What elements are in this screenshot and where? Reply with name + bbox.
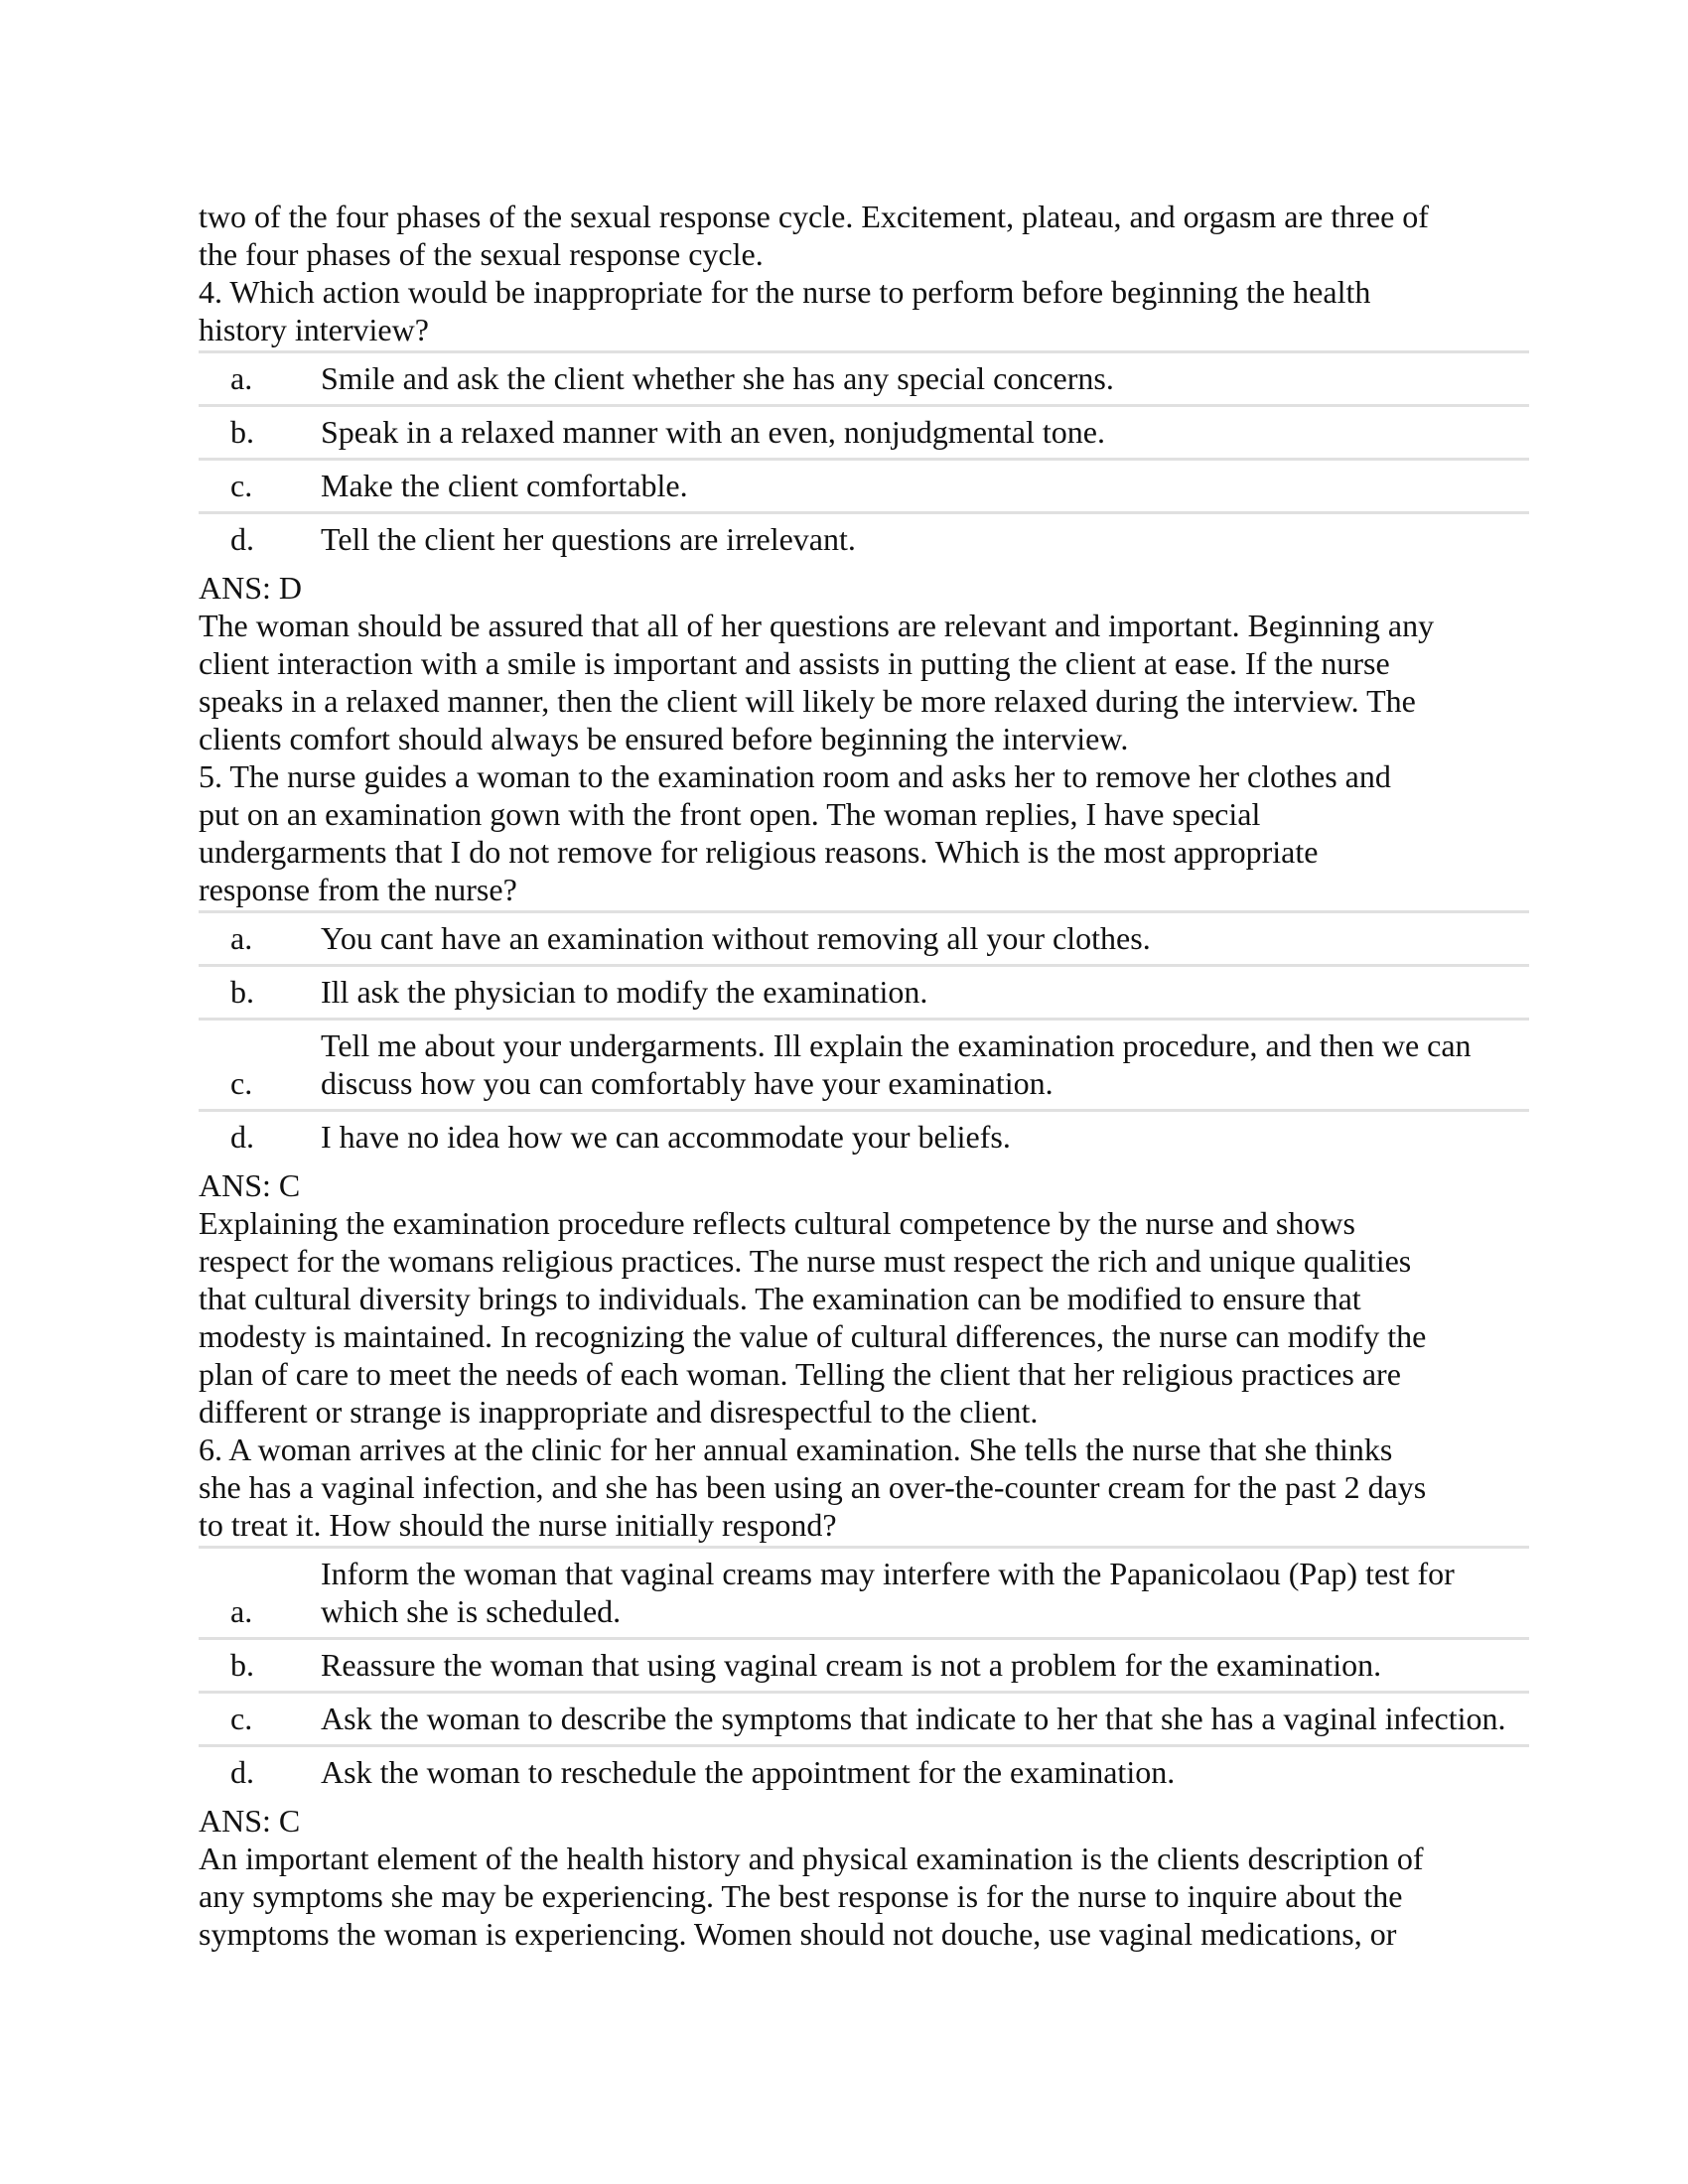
rationale-line: symptoms the woman is experiencing. Women should not douche, use vaginal medications, or: [199, 1916, 1397, 1952]
rationale-line: plan of care to meet the needs of each woman. Telling the client that her religious practices are: [199, 1356, 1401, 1392]
rationale-line: An important element of the health history and physical examination is the clients description of: [199, 1841, 1424, 1876]
document-page: [199, 198, 1529, 1953]
option-row: [199, 1020, 1529, 1111]
options-table: [199, 910, 1529, 1162]
rationale-line: different or strange is inappropriate and disrespectful to the client.: [199, 1394, 1039, 1430]
option-text: Ill ask the physician to modify the examination.: [321, 966, 1529, 1020]
question-stem-line: put on an examination gown with the front open. The woman replies, I have special: [199, 796, 1261, 832]
text-line: the four phases of the sexual response cycle.: [199, 236, 764, 272]
rationale-line: Explaining the examination procedure reflects cultural competence by the nurse and shows: [199, 1205, 1355, 1241]
options-table: [199, 350, 1529, 565]
option-text: Tell the client her questions are irrelevant.: [321, 513, 1529, 566]
option-letter: b.: [199, 1639, 321, 1693]
question-stem-line: history interview?: [199, 312, 429, 347]
option-letter: b.: [199, 406, 321, 460]
option-letter: a.: [199, 1548, 321, 1639]
answer-key: ANS: C: [199, 1167, 301, 1203]
rationale-line: respect for the womans religious practices. The nurse must respect the rich and unique qualities: [199, 1243, 1412, 1279]
option-text: Smile and ask the client whether she has any special concerns.: [321, 352, 1529, 406]
rationale-line: any symptoms she may be experiencing. The best response is for the nurse to inquire about the: [199, 1878, 1403, 1914]
question-stem-line: undergarments that I do not remove for religious reasons. Which is the most appropriate: [199, 834, 1319, 870]
option-text: Tell me about your undergarments. Ill explain the examination procedure, and then we can discuss how you can comfortably have your examination.: [321, 1020, 1529, 1111]
option-row: [199, 1639, 1529, 1693]
question-5: [199, 757, 1529, 1431]
rationale-line: client interaction with a smile is important and assists in putting the client at ease. If the nurse: [199, 645, 1390, 681]
option-row: [199, 1111, 1529, 1163]
rationale-line: The woman should be assured that all of her questions are relevant and important. Beginning any: [199, 608, 1435, 643]
option-letter: c.: [199, 1020, 321, 1111]
question-stem-line: to treat it. How should the nurse initially respond?: [199, 1507, 837, 1543]
question-stem-line: 6. A woman arrives at the clinic for her annual examination. She tells the nurse that she thinks: [199, 1432, 1393, 1467]
option-row: [199, 513, 1529, 566]
rationale-line: clients comfort should always be ensured before beginning the interview.: [199, 721, 1129, 756]
question-4: [199, 273, 1529, 757]
option-text: Inform the woman that vaginal creams may interfere with the Papanicolaou (Pap) test for which she is scheduled.: [321, 1548, 1529, 1639]
option-row: [199, 912, 1529, 966]
rationale-line: modesty is maintained. In recognizing the value of cultural differences, the nurse can modify the: [199, 1318, 1427, 1354]
text-line: two of the four phases of the sexual response cycle. Excitement, plateau, and orgasm are three of: [199, 199, 1429, 234]
option-letter: b.: [199, 966, 321, 1020]
answer-key: ANS: C: [199, 1803, 301, 1839]
option-text: You cant have an examination without removing all your clothes.: [321, 912, 1529, 966]
question-stem-line: she has a vaginal infection, and she has been using an over-the-counter cream for the past 2 days: [199, 1469, 1427, 1505]
answer-key: ANS: D: [199, 570, 303, 606]
option-letter: a.: [199, 352, 321, 406]
option-letter: d.: [199, 513, 321, 566]
question-6: [199, 1431, 1529, 1953]
rationale-line: that cultural diversity brings to individuals. The examination can be modified to ensure that: [199, 1281, 1361, 1316]
question-stem-line: 5. The nurse guides a woman to the examination room and asks her to remove her clothes and: [199, 758, 1391, 794]
option-text: Ask the woman to describe the symptoms that indicate to her that she has a vaginal infection.: [321, 1693, 1529, 1746]
intro-paragraph: [199, 198, 1529, 273]
option-row: [199, 1693, 1529, 1746]
option-letter: c.: [199, 460, 321, 513]
question-stem-line: 4. Which action would be inappropriate for the nurse to perform before beginning the health: [199, 274, 1371, 310]
option-row: [199, 460, 1529, 513]
options-table: [199, 1546, 1529, 1798]
option-row: [199, 966, 1529, 1020]
option-letter: c.: [199, 1693, 321, 1746]
option-letter: a.: [199, 912, 321, 966]
option-row: [199, 406, 1529, 460]
option-text: Make the client comfortable.: [321, 460, 1529, 513]
option-row: [199, 352, 1529, 406]
option-text: I have no idea how we can accommodate your beliefs.: [321, 1111, 1529, 1163]
option-text: Reassure the woman that using vaginal cream is not a problem for the examination.: [321, 1639, 1529, 1693]
option-row: [199, 1746, 1529, 1799]
rationale-line: speaks in a relaxed manner, then the client will likely be more relaxed during the interview. The: [199, 683, 1416, 719]
option-letter: d.: [199, 1746, 321, 1799]
option-row: [199, 1548, 1529, 1639]
question-stem-line: response from the nurse?: [199, 872, 517, 907]
option-text: Speak in a relaxed manner with an even, nonjudgmental tone.: [321, 406, 1529, 460]
option-letter: d.: [199, 1111, 321, 1163]
option-text: Ask the woman to reschedule the appointment for the examination.: [321, 1746, 1529, 1799]
